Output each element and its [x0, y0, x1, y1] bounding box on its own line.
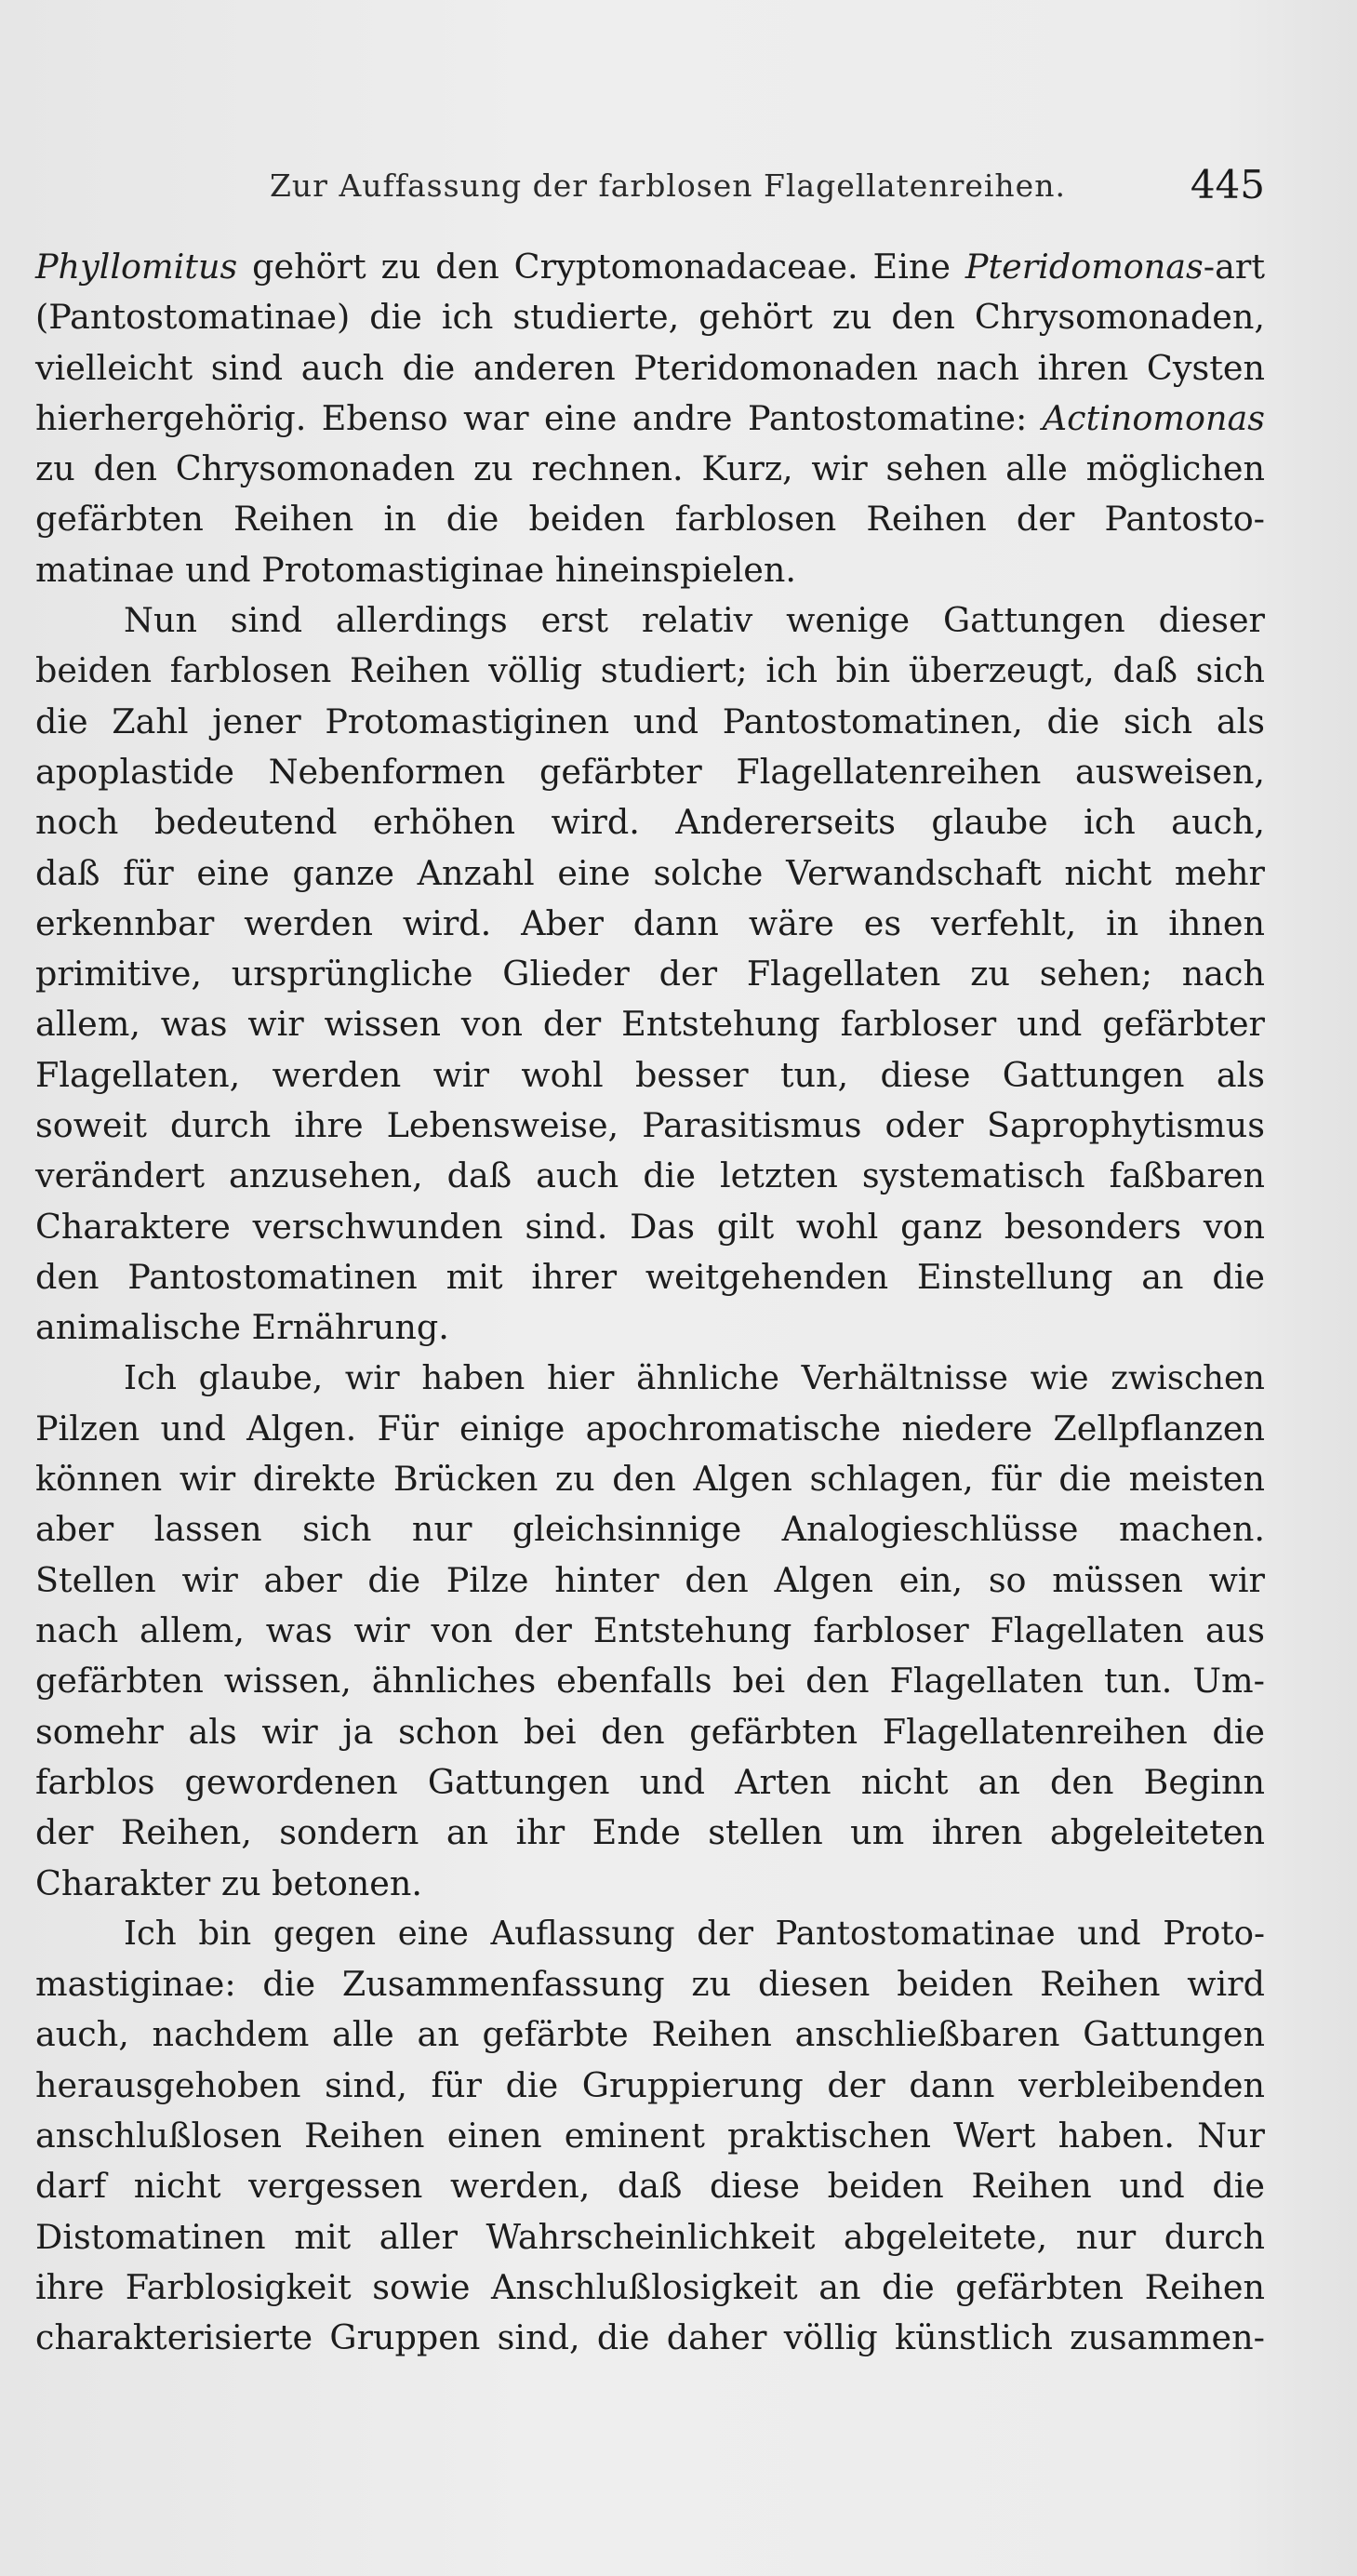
text-line: Pilzen und Algen. Für einige apochromatische niedere Zellpflanzen: [35, 1408, 1265, 1448]
text-line: mastiginae: die Zusammenfassung zu diesen beiden Reihen wird: [35, 1964, 1265, 2005]
text-line: Phyllomitus gehört zu den Cryptomonadaceae. Eine Pteridomonas-art: [35, 247, 1265, 287]
text-line: der Reihen, sondern an ihr Ende stellen um ihren abgeleiteten: [35, 1812, 1265, 1853]
text-line: vielleicht sind auch die anderen Pteridomonaden nach ihren Cysten: [35, 347, 1265, 388]
text-line: charakterisierte Gruppen sind, die daher völlig künstlich zusammen-: [35, 2317, 1265, 2358]
text-line: ihre Farblosigkeit sowie Anschlußlosigkeit an die gefärbten Reihen: [35, 2266, 1265, 2307]
text-line: gefärbten Reihen in die beiden farblosen Reihen der Pantosto-: [35, 499, 1265, 540]
text-line: primitive, ursprüngliche Glieder der Flagellaten zu sehen; nach: [35, 954, 1265, 994]
text-line: erkennbar werden wird. Aber dann wäre es verfehlt, in ihnen: [35, 902, 1265, 943]
text-line: Ich bin gegen eine Auflassung der Pantostomatinae und Proto-: [124, 1914, 1265, 1953]
text-line: darf nicht vergessen werden, daß diese beiden Reihen und die: [35, 2166, 1265, 2207]
text-line: Ich glaube, wir haben hier ähnliche Verhältnisse wie zwischen: [124, 1358, 1265, 1397]
text-line: soweit durch ihre Lebensweise, Parasitismus oder Saprophytismus: [35, 1105, 1265, 1146]
text-line: beiden farblosen Reihen völlig studiert; ich bin überzeugt, daß sich: [35, 650, 1265, 691]
text-line: farblos gewordenen Gattungen und Arten nicht an den Beginn: [35, 1761, 1265, 1802]
text-line: den Pantostomatinen mit ihrer weitgehenden Einstellung an die: [35, 1256, 1265, 1297]
text-line: Flagellaten, werden wir wohl besser tun, diese Gattungen als: [35, 1054, 1265, 1095]
text-line: anschlußlosen Reihen einen eminent praktischen Wert haben. Nur: [35, 2115, 1265, 2156]
page-number: 445: [1190, 162, 1265, 207]
paragraph-4: [35, 1909, 1265, 2364]
text-line: nach allem, was wir von der Entstehung farbloser Flagellaten aus: [35, 1610, 1265, 1651]
text-line: Stellen wir aber die Pilze hinter den Algen ein, so müssen wir: [35, 1559, 1265, 1600]
body-text: [35, 242, 1265, 2363]
paragraph-1: [35, 242, 1265, 595]
text-line: können wir direkte Brücken zu den Algen schlagen, für die meisten: [35, 1459, 1265, 1500]
page-header: [270, 162, 1265, 223]
text-line: zu den Chrysomonaden zu rechnen. Kurz, wir sehen alle möglichen: [35, 448, 1265, 489]
text-line: aber lassen sich nur gleichsinnige Analogieschlüsse machen.: [35, 1509, 1265, 1550]
text-line: Nun sind allerdings erst relativ wenige Gattungen dieser: [124, 600, 1265, 641]
text-line: somehr als wir ja schon bei den gefärbten Flagellatenreihen die: [35, 1711, 1265, 1752]
text-line: Charaktere verschwunden sind. Das gilt wohl ganz besonders von: [35, 1206, 1265, 1247]
text-line: daß für eine ganze Anzahl eine solche Verwandschaft nicht mehr: [35, 852, 1265, 893]
text-line: noch bedeutend erhöhen wird. Andererseits glaube ich auch,: [35, 802, 1265, 843]
text-line: die Zahl jener Protomastiginen und Pantostomatinen, die sich als: [35, 701, 1265, 741]
paragraph-3: [35, 1354, 1265, 1909]
text-line: hierhergehörig. Ebenso war eine andre Pantostomatine: Actinomonas: [35, 397, 1265, 438]
text-line: (Pantostomatinae) die ich studierte, gehört zu den Chrysomonaden,: [35, 297, 1265, 338]
running-title: Zur Auffassung der farblosen Flagellatenreihen.: [270, 167, 1066, 204]
text-line: verändert anzusehen, daß auch die letzten systematisch faßbaren: [35, 1155, 1265, 1196]
text-line: herausgehoben sind, für die Gruppierung der dann verbleibenden: [35, 2064, 1265, 2105]
text-line: matinae und Protomastiginae hineinspielen.: [35, 549, 796, 590]
text-line: apoplastide Nebenformen gefärbter Flagellatenreihen ausweisen,: [35, 751, 1265, 792]
text-line: allem, was wir wissen von der Entstehung farbloser und gefärbter: [35, 1004, 1265, 1045]
text-line: auch, nachdem alle an gefärbte Reihen anschließbaren Gattungen: [35, 2014, 1265, 2055]
text-line: Distomatinen mit aller Wahrscheinlichkeit abgeleitete, nur durch: [35, 2216, 1265, 2257]
text-line: Charakter zu betonen.: [35, 1862, 423, 1903]
text-line: animalische Ernährung.: [35, 1307, 449, 1348]
text-line: gefärbten wissen, ähnliches ebenfalls bei den Flagellaten tun. Um-: [35, 1661, 1265, 1702]
paragraph-2: [35, 595, 1265, 1353]
